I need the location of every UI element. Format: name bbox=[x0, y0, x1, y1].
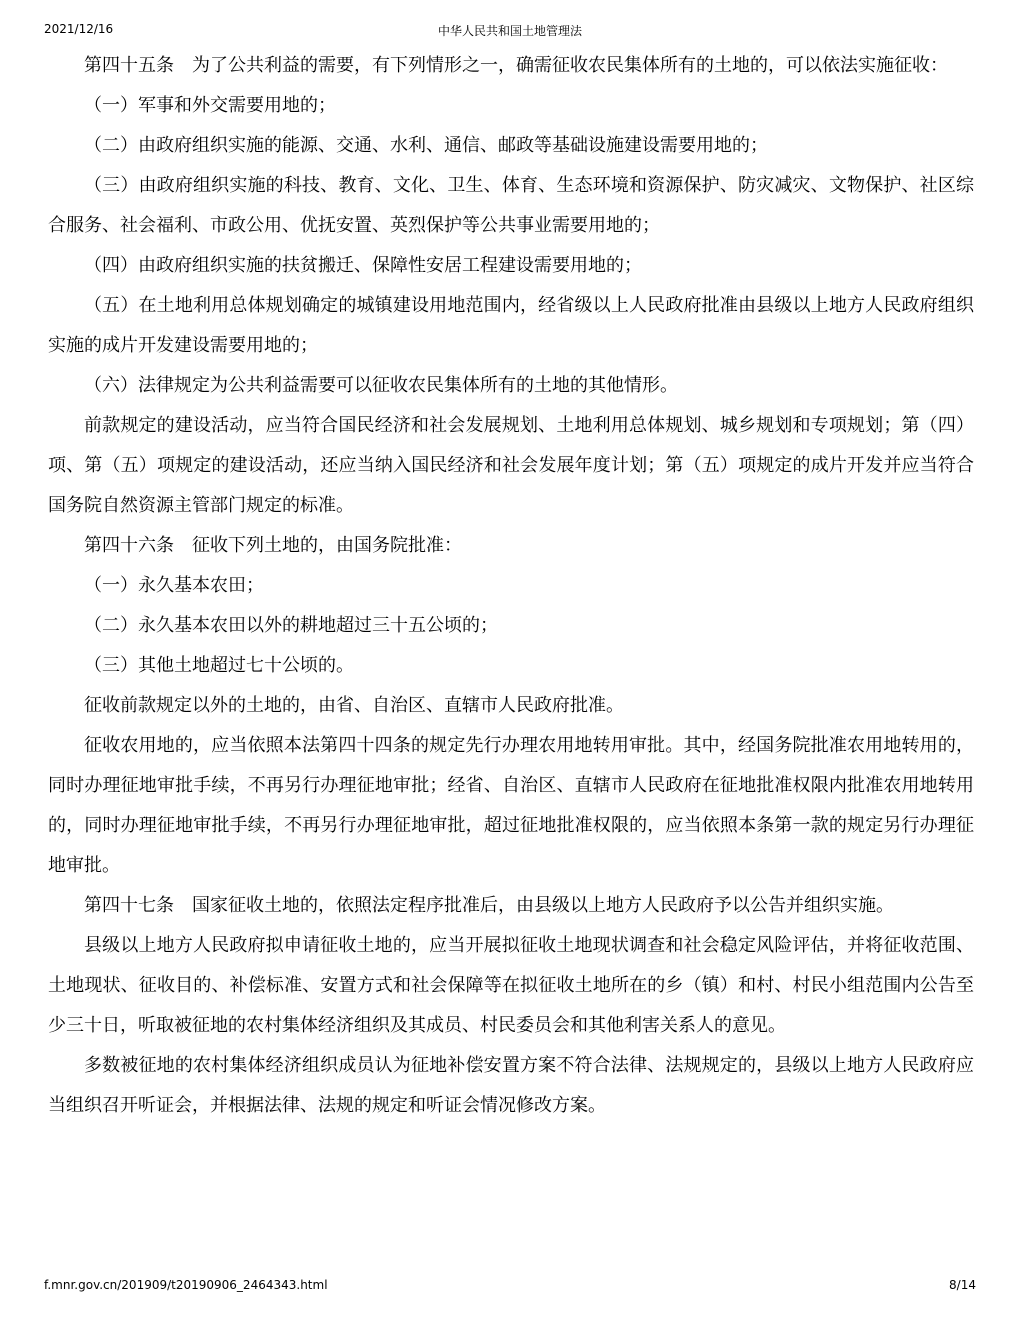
article-46-item-3: （三）其他土地超过七十公顷的。 bbox=[84, 655, 354, 676]
article-47-paragraph-3: 多数被征地的农村集体经济组织成员认为征地补偿安置方案不符合法律、法规规定的，县级以上地方人民政府应当组织召开听证会，并根据法律、法规的规定和听证会情况修改方案。 bbox=[48, 1055, 974, 1116]
page-header bbox=[44, 22, 976, 42]
article-46-item-1: （一）永久基本农田； bbox=[84, 575, 264, 596]
page-footer bbox=[44, 1278, 976, 1298]
article-47-intro: 第四十七条 国家征收土地的，依照法定程序批准后，由县级以上地方人民政府予以公告并组织实施。 bbox=[84, 895, 894, 916]
print-date: 2021/12/16 bbox=[44, 22, 114, 36]
law-text-body bbox=[48, 46, 974, 1126]
document-title: 中华人民共和国土地管理法 bbox=[437, 24, 582, 38]
article-45-item-2: （二）由政府组织实施的能源、交通、水利、通信、邮政等基础设施建设需要用地的； bbox=[84, 135, 768, 156]
article-45-item-5: （五）在土地利用总体规划确定的城镇建设用地范围内，经省级以上人民政府批准由县级以上地方人民政府组织实施的成片开发建设需要用地的； bbox=[48, 295, 974, 356]
article-46-intro: 第四十六条 征收下列土地的，由国务院批准： bbox=[84, 535, 462, 556]
article-45-item-3: （三）由政府组织实施的科技、教育、文化、卫生、体育、生态环境和资源保护、防灾减灾、文物保护、社区综合服务、社会福利、市政公用、优抚安置、英烈保护等公共事业需要用地的； bbox=[48, 175, 974, 236]
article-45-intro: 第四十五条 为了公共利益的需要，有下列情形之一，确需征收农民集体所有的土地的，可以依法实施征收： bbox=[84, 55, 948, 76]
article-45-item-1: （一）军事和外交需要用地的； bbox=[84, 95, 336, 116]
page-number: 8/14 bbox=[949, 1278, 976, 1292]
article-45-item-6: （六）法律规定为公共利益需要可以征收农民集体所有的土地的其他情形。 bbox=[84, 375, 678, 396]
article-47-paragraph-2: 县级以上地方人民政府拟申请征收土地的，应当开展拟征收土地现状调查和社会稳定风险评估，并将征收范围、土地现状、征收目的、补偿标准、安置方式和社会保障等在拟征收土地所在的乡（镇）和村、村民小组范围内公告至少三十日，听取被征地的农村集体经济组织及其成员、村民委员会和其他利害关系人的意见。 bbox=[48, 935, 974, 1036]
article-46-paragraph-3: 征收农用地的，应当依照本法第四十四条的规定先行办理农用地转用审批。其中，经国务院批准农用地转用的，同时办理征地审批手续，不再另行办理征地审批；经省、自治区、直辖市人民政府在征地批准权限内批准农用地转用的，同时办理征地审批手续，不再另行办理征地审批，超过征地批准权限的，应当依照本条第一款的规定另行办理征地审批。 bbox=[48, 735, 974, 876]
article-46-paragraph-2: 征收前款规定以外的土地的，由省、自治区、直辖市人民政府批准。 bbox=[84, 695, 624, 716]
article-46-item-2: （二）永久基本农田以外的耕地超过三十五公顷的； bbox=[84, 615, 498, 636]
article-45-paragraph-2: 前款规定的建设活动，应当符合国民经济和社会发展规划、土地利用总体规划、城乡规划和专项规划；第（四）项、第（五）项规定的建设活动，还应当纳入国民经济和社会发展年度计划；第（五）项规定的成片开发并应当符合国务院自然资源主管部门规定的标准。 bbox=[48, 415, 974, 516]
source-url: f.mnr.gov.cn/201909/t20190906_2464343.html bbox=[44, 1278, 328, 1292]
article-45-item-4: （四）由政府组织实施的扶贫搬迁、保障性安居工程建设需要用地的； bbox=[84, 255, 642, 276]
